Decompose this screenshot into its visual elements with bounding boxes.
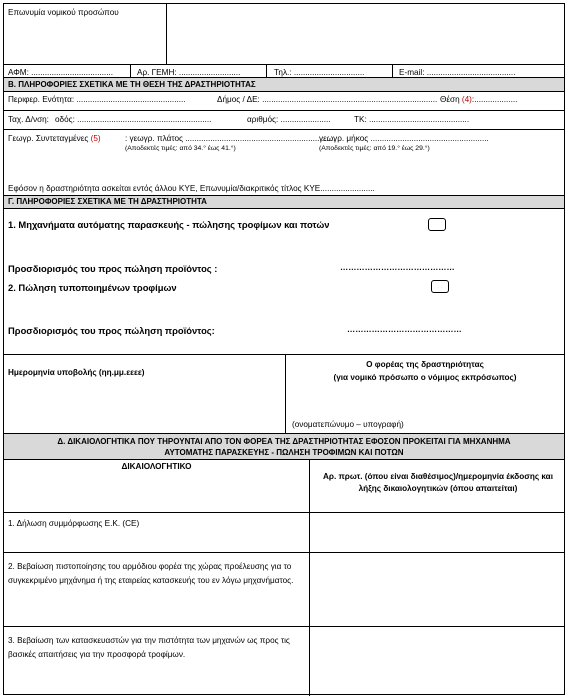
latitude-hint: (Αποδεκτές τιμές: από 34.° έως 41.°) bbox=[125, 145, 236, 152]
vending-machines-checkbox[interactable] bbox=[428, 218, 446, 231]
legal-name-field[interactable] bbox=[174, 6, 554, 62]
operator-sub-label: (για νομικό πρόσωπο ο νόμιμος εκπρόσωπος) bbox=[333, 373, 517, 382]
vending-machines-label: 1. Μηχανήματα αυτόματης παρασκευής - πώλησης τροφίμων και ποτών bbox=[8, 219, 330, 230]
section-b-title: Β. ΠΛΗΡΟΦΟΡΙΕΣ ΣΧΕΤΙΚΑ ΜΕ ΤΗ ΘΕΣΗ ΤΗΣ ΔΡΑΣΤΗΡΙΟΤΗΤΑΣ bbox=[4, 78, 564, 91]
product-1-field[interactable]: …………………………………… bbox=[340, 263, 455, 272]
phone-field[interactable]: Τηλ.: ............................... bbox=[274, 68, 365, 77]
section-d-title: Δ. ΔΙΚΑΙΟΛΟΓΗΤΙΚΑ ΠΟΥ ΤΗΡΟΥΝΤΑΙ ΑΠΟ ΤΟΝ ΦΟΡΕΑ ΤΗΣ ΔΡΑΣΤΗΡΙΟΤΗΤΑΣ ΕΦΟΣΟΝ ΠΡΟΚΕΙΤΑΙ ΓΙΑ ΜΗΧΑΝΗΜΑ ΑΥΤΟΜΑΤΗΣ ΠΑΡΑΣΚΕΥΗΣ - ΠΩΛΗΣΗ ΤΡΟΦΙΜΩΝ ΚΑΙ ΠΟΤΩΝ bbox=[4, 434, 564, 459]
number-field[interactable]: αριθμός: ...................... bbox=[247, 115, 331, 124]
document-row-3-value[interactable] bbox=[312, 628, 562, 694]
municipality-field[interactable]: Δήμος / ΔΕ: ............................................................................. bbox=[217, 95, 438, 104]
coordinates-note: (5) bbox=[90, 134, 101, 143]
document-row-3-text: 3. Βεβαίωση των κατασκευαστών για την πιστότητα των μηχανών ως προς τις βασικές απαιτήσεις για την προσφορά τροφίμων. bbox=[8, 636, 290, 659]
document-row-2-text: 2. Βεβαίωση πιστοποίησης του αρμόδιου φορέα της χώρας προέλευσης για το συγκεκριμένο μηχάνημα ή της εταιρείας κατασκευής του εν λόγω μηχανήματος. bbox=[8, 562, 294, 585]
document-row-1-text: 1. Δήλωση συμμόρφωσης Ε.Κ. (CE) bbox=[8, 519, 140, 528]
latitude-field[interactable]: : γεωγρ. πλάτος .................................................................. bbox=[125, 134, 336, 143]
coordinates-label: Γεωγρ. Συντεταγμένες (5) bbox=[8, 134, 101, 143]
signature-field[interactable] bbox=[290, 387, 560, 417]
postal-address-label: Ταχ. Δ/νση: bbox=[8, 115, 49, 124]
product-2-field[interactable]: …………………………………… bbox=[347, 325, 462, 334]
position-field[interactable] bbox=[440, 95, 517, 104]
submission-date-field[interactable] bbox=[8, 382, 278, 428]
packaged-food-checkbox[interactable] bbox=[431, 280, 449, 293]
position-label: Θέση bbox=[440, 95, 462, 104]
kye-field[interactable]: Εφόσον η δραστηριότητα ασκείται εντός άλλου ΚΥΕ, Επωνυμία/διακριτικός τίτλος ΚΥΕ........................ bbox=[8, 184, 375, 193]
product-2-label: Προσδιορισμός του προς πώληση προϊόντος: bbox=[8, 325, 215, 336]
street-field[interactable]: οδός: ........................................................... bbox=[55, 115, 212, 124]
product-1-label: Προσδιορισμός του προς πώληση προϊόντος : bbox=[8, 263, 218, 274]
gemi-field[interactable]: Αρ. ΓΕΜΗ: ........................... bbox=[137, 68, 241, 77]
position-note: (4) bbox=[461, 95, 472, 104]
document-row-1-value[interactable] bbox=[312, 514, 562, 550]
position-dots: :................... bbox=[471, 95, 518, 104]
signature-label: (ονοματεπώνυμο – υπογραφή) bbox=[292, 420, 404, 429]
longitude-field[interactable]: γεωγρ. μήκος .................................................... bbox=[319, 134, 489, 143]
longitude-hint: (Αποδεκτές τιμές: από 19.° έως 29.°) bbox=[319, 145, 430, 152]
region-field[interactable]: Περιφερ. Ενότητα: ................................................ bbox=[8, 95, 186, 104]
postal-code-field[interactable]: ΤΚ: ............................................ bbox=[354, 115, 470, 124]
afm-field[interactable]: ΑΦΜ: .................................... bbox=[8, 68, 114, 77]
packaged-food-label: 2. Πώληση τυποποιημένων τροφίμων bbox=[8, 282, 177, 293]
legal-name-label: Επωνυμία νομικού προσώπου bbox=[8, 8, 119, 17]
protocol-column-header: Αρ. πρωτ. (όπου είναι διαθέσιμος)/ημερομηνία έκδοσης και λήξης δικαιολογητικών (όπου απαιτείται) bbox=[323, 472, 553, 493]
document-row-2-value[interactable] bbox=[312, 554, 562, 624]
declaration-form bbox=[3, 3, 565, 695]
documents-column-header: ΔΙΚΑΙΟΛΟΓΗΤΙΚΟ bbox=[121, 462, 192, 471]
email-field[interactable]: E-mail: ....................................... bbox=[399, 68, 516, 77]
operator-label: Ο φορέας της δραστηριότητας bbox=[366, 360, 484, 369]
section-c-title: Γ. ΠΛΗΡΟΦΟΡΙΕΣ ΣΧΕΤΙΚΑ ΜΕ ΤΗ ΔΡΑΣΤΗΡΙΟΤΗΤΑ bbox=[4, 196, 564, 208]
submission-date-label: Ημερομηνία υποβολής (ηη.μμ.εεεε) bbox=[8, 368, 145, 377]
